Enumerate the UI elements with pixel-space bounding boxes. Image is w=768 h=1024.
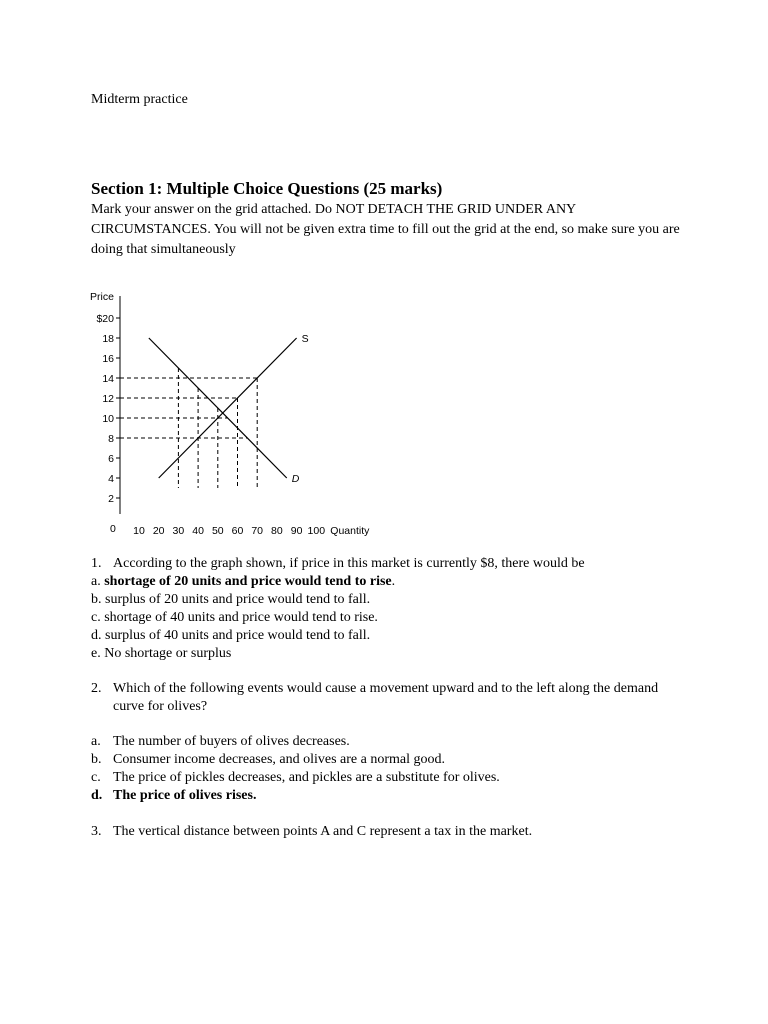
question-2-stem [91,680,681,716]
question-2-option-b: b. Consumer income decreases, and olives are a normal good. [91,752,446,767]
y-tick-label: 10 [102,413,114,425]
supply-curve-label: S [301,333,309,345]
y-axis-label: Price [90,291,114,303]
question-2-text: Which of the following events would cause a movement upward and to the left along the demand curve for olives? [113,681,659,714]
question-1-stem [91,555,585,573]
y-tick-label: 18 [102,333,114,345]
origin-label: 0 [110,523,116,535]
question-2-option-c: c. The price of pickles decreases, and pickles are a substitute for olives. [91,770,500,785]
y-tick-label: $20 [96,313,114,325]
question-2-option-a: a. The number of buyers of olives decreases. [91,734,350,749]
document-header: Midterm practice [91,92,188,107]
y-tick-label: 16 [102,353,114,365]
question-3-stem [91,823,532,841]
supply-curve [159,338,297,478]
question-1-option-d: d. surplus of 40 units and price would tend to fall. [91,628,371,643]
question-2-option-d: d. The price of olives rises. [91,788,257,803]
section-title: Section 1: Multiple Choice Questions (25 marks) [91,179,443,198]
x-tick-label: 40 [192,525,204,537]
section-instructions: Mark your answer on the grid attached. Do NOT DETACH THE GRID UNDER ANY CIRCUMSTANCES. You will not be given extra time to fill out the grid at the end, so make sure you are doing that simultaneously [91,202,680,257]
question-2-options [91,733,500,805]
question-1-option-a: a. shortage of 20 units and price would tend to rise. [91,574,396,589]
y-tick-label: 8 [108,433,114,445]
x-tick-label: 90 [290,525,303,537]
x-tick-label: 70 [251,525,264,537]
y-tick-label: 6 [108,453,114,465]
y-tick-label: 4 [108,473,114,485]
y-tick-label: 14 [102,373,114,385]
question-1-text: According to the graph shown, if price in this market is currently $8, there would be [113,556,585,571]
question-3-text: The vertical distance between points A and C represent a tax in the market. [113,824,533,839]
question-1-option-c: c. shortage of 40 units and price would tend to rise. [91,610,378,625]
question-1-option-e: e. No shortage or surplus [91,646,232,661]
x-tick-label: 50 [211,525,224,537]
supply-demand-chart [86,288,386,544]
x-tick-label: 10 [133,525,145,537]
y-tick-label: 2 [108,493,114,505]
demand-curve-label: D [291,473,300,485]
x-tick-label: 100 [307,525,326,537]
question-1-options [91,573,395,663]
x-axis-label: Quantity [330,525,370,537]
x-tick-label: 30 [172,525,185,537]
question-2-number: 2. [91,681,102,696]
question-1-option-b: b. surplus of 20 units and price would tend to fall. [91,592,371,607]
question-1-number: 1. [91,556,102,571]
x-tick-label: 20 [152,525,165,537]
x-tick-label: 80 [271,525,283,537]
question-3-number: 3. [91,824,102,839]
y-tick-label: 12 [102,393,114,405]
x-tick-label: 60 [231,525,244,537]
